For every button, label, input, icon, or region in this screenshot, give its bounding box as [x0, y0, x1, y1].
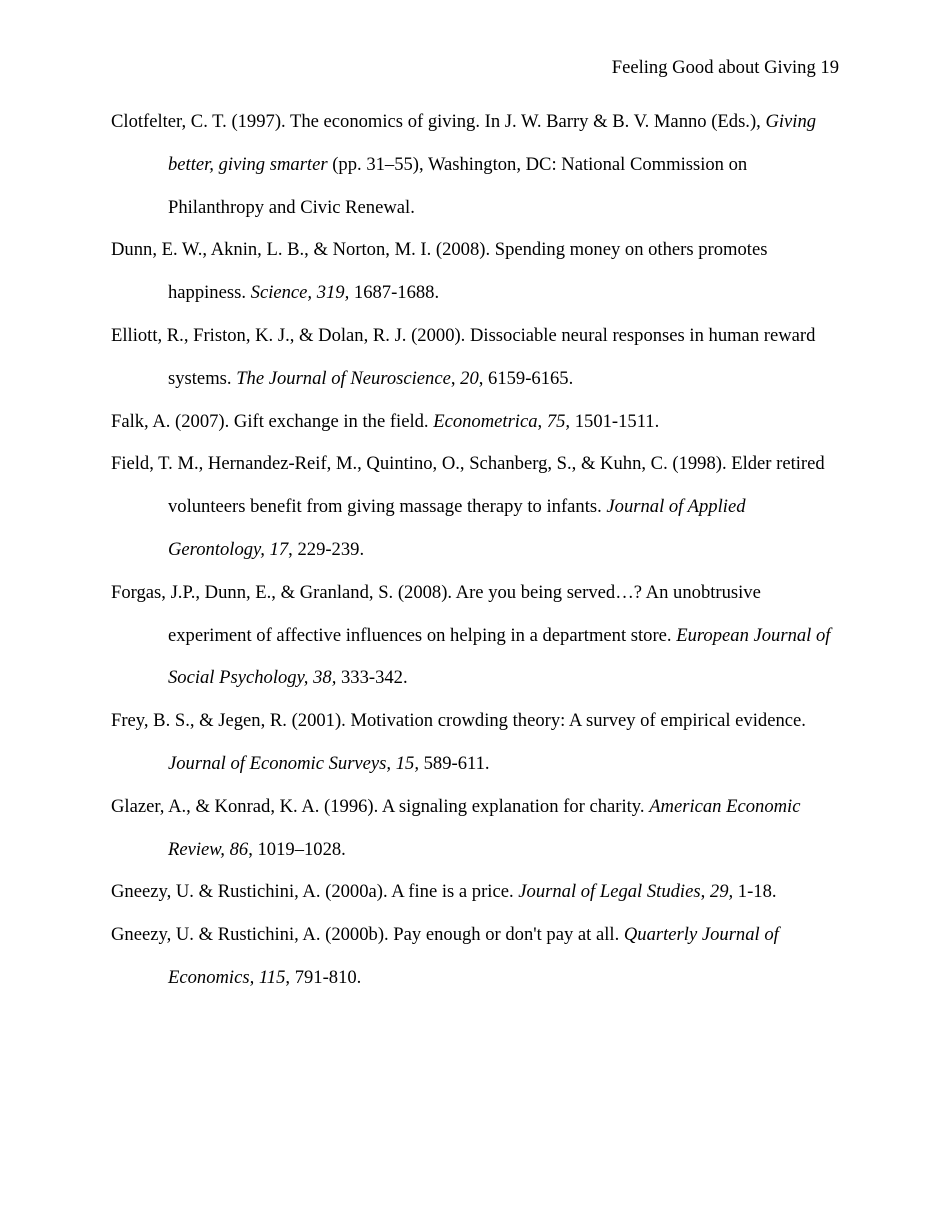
reference-text: 1-18.	[733, 881, 777, 903]
reference-text: Glazer, A., & Konrad, K. A. (1996). A signaling explanation for charity.	[111, 795, 650, 817]
reference-italic-text: Econometrica	[433, 410, 538, 432]
reference-text: , 229-239.	[288, 538, 365, 560]
reference-text: Forgas, J.P., Dunn, E., & Granland, S. (2008). Are you being served…? An unobtrusive experiment of affective influences on helping in a department store.	[111, 581, 761, 646]
reference-text: Gneezy, U. & Rustichini, A. (2000b). Pay enough or don't pay at all.	[111, 924, 624, 946]
reference-entry	[111, 101, 841, 229]
reference-italic-text: American Economic Review, 86	[168, 795, 801, 860]
reference-italic-text: 20	[460, 367, 479, 389]
reference-text: , 6159-6165.	[478, 367, 574, 389]
reference-entry	[111, 786, 841, 872]
reference-text: Field, T. M., Hernandez-Reif, M., Quintino, O., Schanberg, S., & Kuhn, C. (1998). Elder retired volunteers benefit from giving massage therapy to infants.	[111, 453, 825, 518]
reference-italic-text: The Journal of Neuroscience	[236, 367, 451, 389]
reference-text: 589-611.	[418, 752, 490, 774]
running-head: Feeling Good about Giving 19	[611, 57, 839, 78]
reference-text: ,	[700, 881, 710, 903]
reference-italic-text: Giving better, giving smarter	[168, 111, 817, 175]
reference-italic-text: Journal of Legal Studies	[518, 881, 701, 903]
reference-entry	[111, 572, 841, 700]
reference-italic-text: 29,	[709, 881, 734, 903]
reference-italic-text: Quarterly Journal of Economics, 115	[168, 924, 779, 988]
reference-entry	[111, 871, 841, 914]
reference-italic-text: Science, 319,	[250, 282, 350, 304]
reference-entry	[111, 443, 841, 571]
reference-text: ,	[537, 410, 547, 432]
reference-text: Dunn, E. W., Aknin, L. B., & Norton, M. I. (2008). Spending money on others promotes happiness.	[111, 239, 768, 304]
reference-text: Falk, A. (2007). Gift exchange in the field.	[111, 410, 434, 432]
reference-entry	[111, 229, 841, 315]
reference-text: Frey, B. S., & Jegen, R. (2001). Motivation crowding theory: A survey of empirical evidence.	[111, 710, 806, 732]
reference-italic-text: European Journal of Social Psychology, 38,	[168, 624, 831, 689]
reference-entry	[111, 700, 841, 786]
reference-text: Clotfelter, C. T. (1997). The economics of giving. In J. W. Barry & B. V. Manno (Eds.),	[111, 111, 766, 132]
reference-text: , 1019–1028.	[248, 838, 346, 860]
reference-text: 1687-1688.	[349, 282, 440, 304]
reference-italic-text: 75,	[546, 410, 571, 432]
reference-italic-text: Journal of Economic Surveys, 15,	[168, 752, 419, 774]
reference-text: (pp. 31–55), Washington, DC: National Commission on Philanthropy and Civic Renewal.	[168, 153, 748, 218]
reference-text: ,	[450, 367, 461, 389]
reference-entry	[111, 401, 841, 444]
reference-entry	[111, 914, 841, 1000]
reference-list	[111, 101, 841, 1000]
reference-text: 333-342.	[336, 667, 408, 689]
reference-text: , 791-810.	[285, 966, 362, 988]
reference-entry	[111, 315, 841, 401]
reference-italic-text: Journal of Applied Gerontology, 17	[168, 496, 746, 560]
reference-text: Gneezy, U. & Rustichini, A. (2000a). A fine is a price.	[111, 881, 519, 903]
reference-text: Elliott, R., Friston, K. J., & Dolan, R. J. (2000). Dissociable neural responses in human reward systems.	[111, 324, 816, 389]
reference-text: 1501-1511.	[570, 410, 660, 432]
